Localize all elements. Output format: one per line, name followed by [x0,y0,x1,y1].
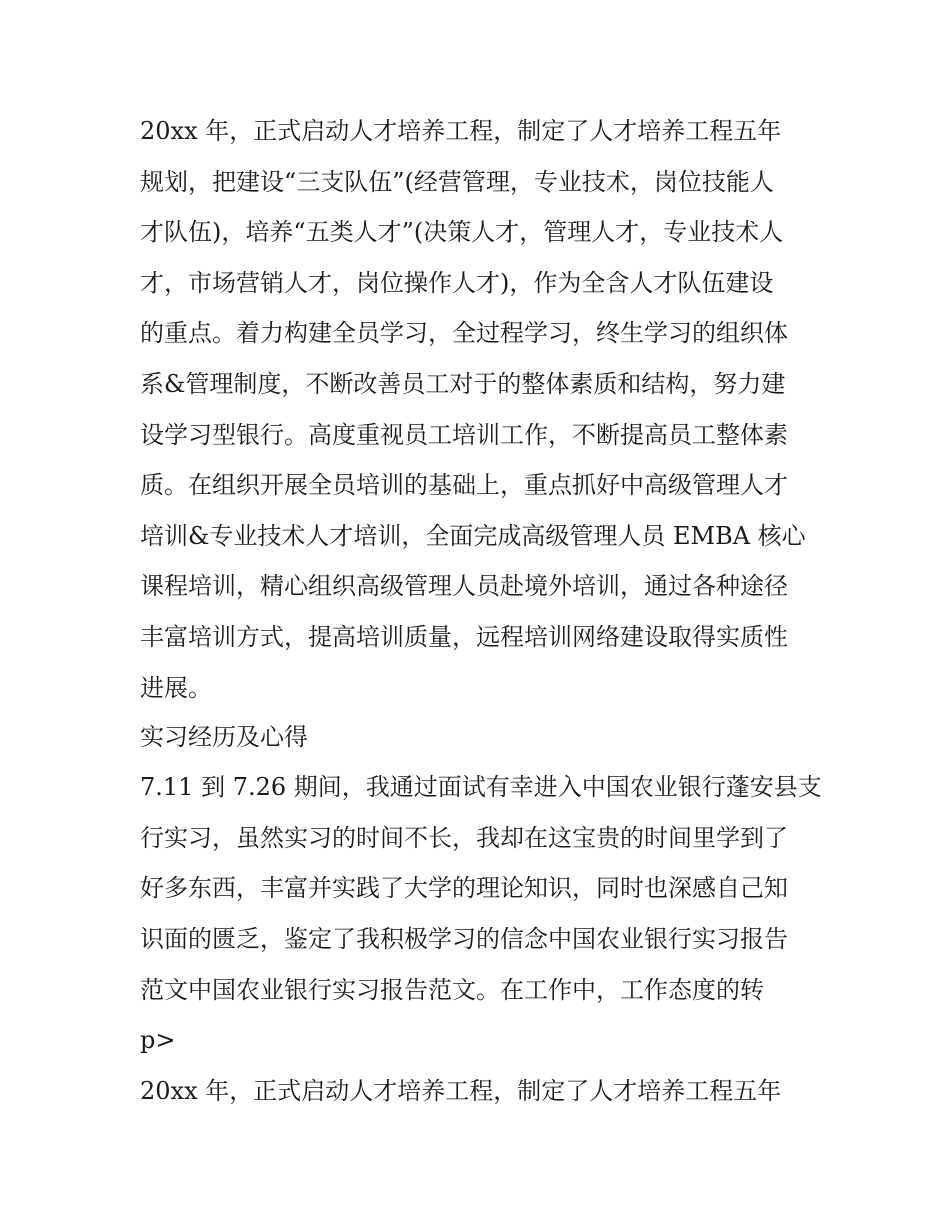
text-line: p> [140,1026,176,1055]
text-line: 20xx 年，正式启动人才培养工程，制定了人才培养工程五年 [140,1076,782,1105]
paragraph-talent-program [140,106,830,713]
text-line: 规划，把建设“三支队伍”(经营管理，专业技术，岗位技能人 [140,167,774,196]
text-line: 行实习，虽然实习的时间不长，我却在这宝贵的时间里学到了 [140,823,788,852]
text-line: 培训&专业技术人才培训，全面完成高级管理人员 EMBA 核心 [140,521,806,550]
text-line: 才，市场营销人才，岗位操作人才)，作为全含人才队伍建设 [140,268,774,297]
text-line: 范文中国农业银行实习报告范文。在工作中，工作态度的转 [140,975,764,1004]
text-line: 识面的匮乏，鉴定了我积极学习的信念中国农业银行实习报告 [140,924,788,953]
text-line: 课程培训，精心组织高级管理人员赴境外培训，通过各种途径 [140,572,788,601]
text-line: 设学习型银行。高度重视员工培训工作，不断提高员工整体素 [140,420,788,449]
text-line: 才队伍)，培养“五类人才”(决策人才，管理人才，专业技术人 [140,218,784,247]
text-line: 7.11 到 7.26 期间，我通过面试有幸进入中国农业银行蓬安县支 [140,773,822,802]
section-heading: 实习经历及心得 [140,723,308,752]
document-body [140,106,830,1116]
text-line: 好多东西，丰富并实践了大学的理论知识，同时也深感自己知 [140,874,788,903]
text-line: 丰富培训方式，提高培训质量，远程培训网络建设取得实质性 [140,622,788,651]
text-line: 进展。 [140,673,212,702]
text-line: 系&管理制度，不断改善员工对于的整体素质和结构，努力建 [140,369,786,398]
paragraph-internship [140,762,830,1066]
text-line: 的重点。着力构建全员学习，全过程学习，终生学习的组织体 [140,319,788,348]
paragraph-talent-program-repeat [140,1066,830,1117]
text-line: 质。在组织开展全员培训的基础上，重点抓好中高级管理人才 [140,471,788,500]
text-line: 20xx 年，正式启动人才培养工程，制定了人才培养工程五年 [140,117,782,145]
